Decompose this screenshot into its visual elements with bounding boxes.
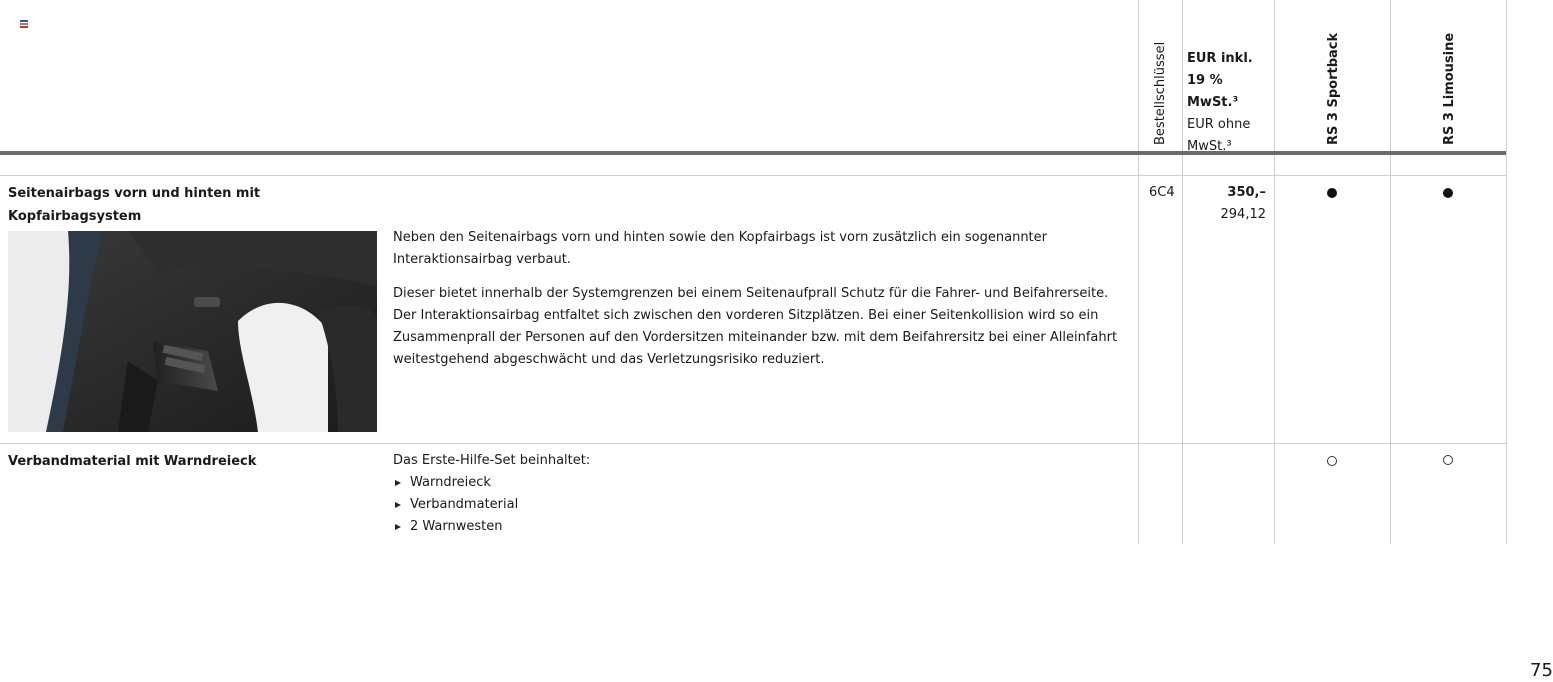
page-number: 75: [1530, 660, 1553, 681]
airbag-interior-photo: [8, 231, 377, 432]
description-paragraph: Dieser bietet innerhalb der Systemgrenzen bei einem Seitenaufprall Schutz für die Fahrer- und Beifahrerseite. Der Interaktionsairbag entfaltet sich zwischen den vorderen Sitzplätzen. Bei einer Seitenkollision wird so ein Zusammenprall der Personen auf den Vordersitzen miteinander bzw. mit dem Beifahrersitz bei einer Alleinfahrt weitestgehend abgeschwächt und das Verletzungsrisiko reduziert.: [393, 286, 1118, 367]
price-incl-vat: 350,–: [1227, 185, 1266, 200]
optional-equipment-circle-icon: [1443, 455, 1453, 465]
description-paragraph: Neben den Seitenairbags vorn und hinten sowie den Kopfairbags ist vorn zusätzlich ein sogenannter Interaktionsairbag verbaut.: [393, 230, 1047, 267]
grid-line: [1506, 0, 1507, 544]
row-divider: [0, 175, 1506, 176]
header-sportback: RS 3 Sportback: [1326, 32, 1341, 145]
row-title-line: Seitenairbags vorn und hinten mit Kopfairbagsystem: [8, 186, 261, 224]
price-cell: [1183, 182, 1266, 226]
list-item: Warndreieck: [393, 472, 1128, 494]
list-item: Verbandmaterial: [393, 494, 1128, 516]
row-title: Verbandmaterial mit Warndreieck: [8, 454, 257, 469]
price-excl-vat: 294,12: [1220, 207, 1266, 222]
header-rule: [0, 151, 1506, 155]
list-item: 2 Warnwesten: [393, 516, 1128, 538]
optional-equipment-circle-icon: [1327, 456, 1337, 466]
header-order-key: Bestellschlüssel: [1153, 41, 1168, 145]
row-divider: [0, 443, 1506, 444]
header-limousine: RS 3 Limousine: [1442, 32, 1457, 145]
grid-line: [1138, 0, 1139, 544]
item-list: [393, 472, 1128, 538]
grid-line: [1274, 0, 1275, 544]
grid-line: [1390, 0, 1391, 544]
standard-equipment-dot-icon: [1443, 188, 1453, 198]
header-price: [1187, 48, 1273, 158]
row-description: [393, 450, 1128, 538]
standard-equipment-dot-icon: [1327, 188, 1337, 198]
order-code: 6C4: [1149, 185, 1175, 200]
row-description: [393, 227, 1128, 383]
description-intro: Das Erste-Hilfe-Set beinhaltet:: [393, 453, 591, 468]
header-price-excl: EUR ohne MwSt.³: [1187, 117, 1251, 154]
header-price-incl: EUR inkl. 19 % MwSt.³: [1187, 51, 1253, 110]
language-flag-icon: [20, 20, 28, 27]
grid-line: [1182, 0, 1183, 544]
